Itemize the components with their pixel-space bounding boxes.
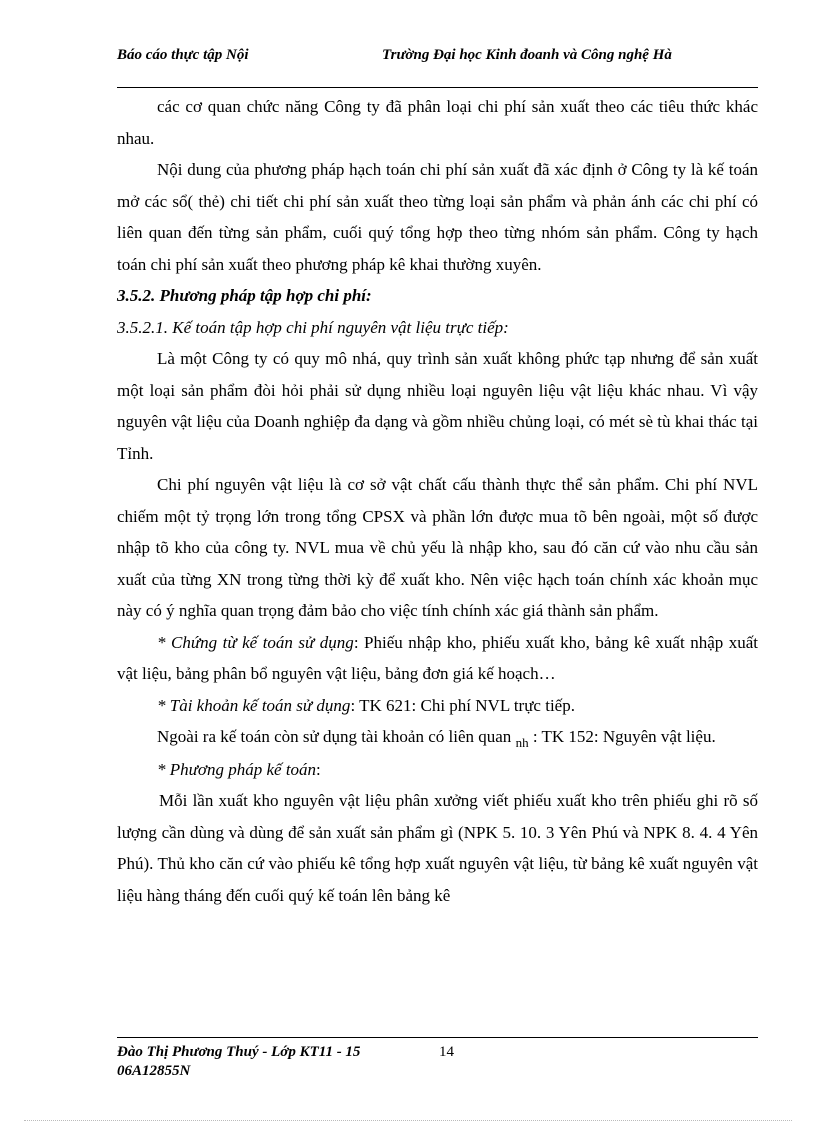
section-heading: 3.5.2. Phương pháp tập hợp chi phí: xyxy=(117,286,372,305)
paragraph-9: Mỗi lần xuất kho nguyên vật liệu phân xưởng viết phiếu xuất kho trên phiếu ghi rõ số lượng cần dùng và dùng để sản xuất sản phẩm gì (NPK 5. 10. 3 Yên Phú và NPK 8. 4. 4 Yên Phú). Thủ kho căn cứ vào phiếu kê tổng hợp xuất nguyên vật liệu, từ bảng kê xuất nguyên vật liệu hàng tháng đến cuối quý kế toán lên bảng kê xyxy=(117,791,758,905)
footer-rule xyxy=(117,1037,758,1038)
other-accounts-fragment: nh xyxy=(515,735,529,750)
other-accounts-tail: : TK 152: Nguyên vật liệu. xyxy=(532,727,716,746)
method-colon: : xyxy=(316,759,321,779)
page-body xyxy=(117,91,758,911)
paragraph-4: Chi phí nguyên vật liệu là cơ sở vật chất cấu thành thực thể sản phẩm. Chi phí NVL chiếm một tỷ trọng lớn trong tổng CPSX và phần lớn được mua tõ bên ngoài, một số được nhập tõ kho của công ty. NVL mua về chủ yếu là nhập kho, sau đó căn cứ vào nhu cầu sản xuất của từng XN trong từng thời kỳ để xuất kho. Nên việc hạch toán chính xác khoản mục này có ý nghĩa quan trọng đảm bảo cho việc tính chính xác giá thành sản phẩm. xyxy=(117,475,758,620)
paragraph-7 xyxy=(117,721,758,754)
paragraph-8 xyxy=(117,754,758,786)
page-number: 14 xyxy=(439,1044,454,1060)
page-header xyxy=(117,46,758,86)
paragraph-1: các cơ quan chức năng Công ty đã phân loại chi phí sản xuất theo các tiêu thức khác nhau. xyxy=(117,97,758,148)
footer-author: Đào Thị Phương Thuý - Lớp KT11 - 15 06A12855N xyxy=(117,1044,361,1079)
documents-label: * Chứng từ kế toán sử dụng xyxy=(157,632,354,652)
paragraph-2: Nội dung của phương pháp hạch toán chi phí sản xuất đã xác định ở Công ty là kế toán mở các sổ( thẻ) chi tiết chi phí sản xuất theo từng loại sản phẩm và phản ánh các chi phí có liên quan đến từng sản phẩm, cuối quý tổng hợp theo từng nhóm sản phẩm. Công ty hạch toán chi phí sản xuất theo phương pháp kê khai thường xuyên. xyxy=(117,160,758,274)
paragraph-5 xyxy=(117,627,758,690)
paragraph-3: Là một Công ty có quy mô nhá, quy trình sản xuất không phức tạp nhưng để sản xuất một loại sản phẩm đòi hỏi phải sử dụng nhiều loại nguyên liệu vật liệu khác nhau. Vì vậy nguyên vật liệu của Doanh nghiệp đa dạng và gồm nhiều chủng loại, có mét sè tù khai thác tại Tỉnh. xyxy=(117,349,758,463)
method-label: * Phương pháp kế toán xyxy=(157,759,317,779)
page-footer xyxy=(117,1043,758,1081)
header-left-text: Báo cáo thực tập Nội xyxy=(117,47,249,63)
header-right-text: Trường Đại học Kinh đoanh và Công nghệ Hà xyxy=(382,47,672,63)
accounts-text: : TK 621: Chi phí NVL trực tiếp. xyxy=(350,695,575,715)
page-bottom-dotted-line xyxy=(24,1120,792,1121)
documents-text: : Phiếu nhập kho, phiếu xuất kho, bảng kê xuất nhập xuất vật liệu, bảng phân bổ nguyên vật liệu, bảng đơn giá kế hoạch… xyxy=(117,632,759,683)
accounts-label: * Tài khoản kế toán sử dụng xyxy=(157,695,351,715)
paragraph-6 xyxy=(117,690,758,722)
header-rule xyxy=(117,87,758,88)
subsection-heading: 3.5.2.1. Kế toán tập hợp chi phí nguyên vật liệu trực tiếp: xyxy=(117,317,509,337)
other-accounts-text: Ngoài ra kế toán còn sử dụng tài khoản có liên quan xyxy=(157,727,512,746)
